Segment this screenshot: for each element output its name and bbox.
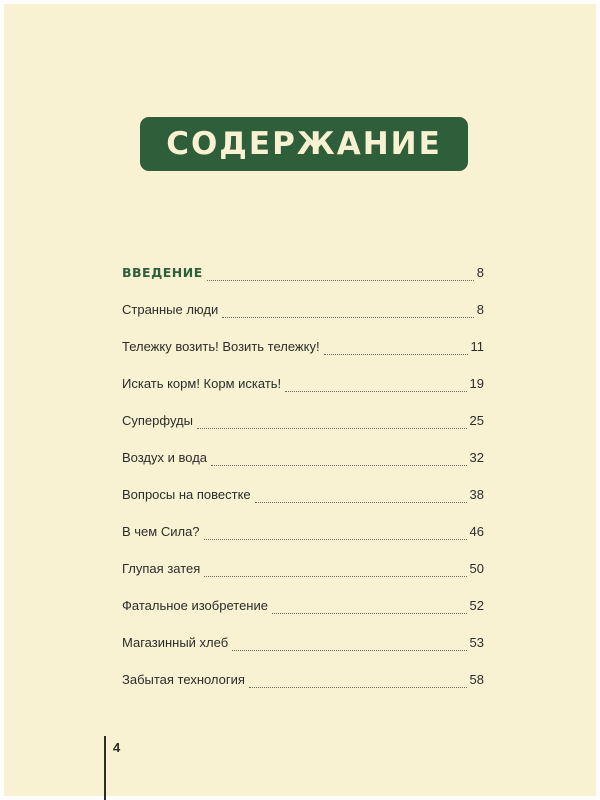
toc-dot-leader — [204, 538, 467, 540]
toc-entry-label: Глупая затея — [122, 561, 201, 576]
folio-rule — [104, 736, 106, 800]
contents-title: СОДЕРЖАНИЕ — [166, 125, 442, 162]
toc-dot-leader — [285, 390, 466, 392]
toc-entry-label: Забытая технология — [122, 672, 245, 687]
toc-entry-label: Искать корм! Корм искать! — [122, 376, 282, 391]
book-page — [4, 4, 596, 796]
toc-dot-leader — [324, 353, 468, 355]
toc-entry[interactable] — [122, 661, 484, 698]
toc-entry-label: Странные люди — [122, 302, 219, 317]
toc-entry-label: ВВЕДЕНИЕ — [122, 265, 203, 280]
toc-entry-page: 25 — [469, 413, 484, 428]
contents-title-banner — [140, 117, 468, 171]
table-of-contents — [122, 254, 484, 698]
toc-dot-leader — [222, 316, 474, 318]
toc-dot-leader — [211, 464, 467, 466]
toc-entry-label: Воздух и вода — [122, 450, 208, 465]
toc-entry-page: 46 — [469, 524, 484, 539]
toc-entry-page: 50 — [469, 561, 484, 576]
toc-entry-page: 53 — [469, 635, 484, 650]
toc-entry-page: 8 — [476, 302, 484, 317]
toc-entry[interactable] — [122, 550, 484, 587]
toc-entry-page: 11 — [470, 339, 484, 354]
toc-entry-page: 58 — [469, 672, 484, 687]
toc-entry-label: Тележку возить! Возить тележку! — [122, 339, 320, 354]
toc-entry[interactable] — [122, 476, 484, 513]
toc-dot-leader — [207, 279, 474, 281]
toc-entry[interactable] — [122, 365, 484, 402]
toc-dot-leader — [204, 575, 466, 577]
toc-entry-page: 32 — [469, 450, 484, 465]
toc-entry[interactable] — [122, 624, 484, 661]
toc-dot-leader — [232, 649, 466, 651]
toc-entry[interactable] — [122, 439, 484, 476]
toc-entry[interactable] — [122, 513, 484, 550]
toc-entry-label: Суперфуды — [122, 413, 193, 428]
toc-entry-label: Вопросы на повестке — [122, 487, 251, 502]
toc-dot-leader — [249, 686, 467, 688]
toc-dot-leader — [272, 612, 467, 614]
toc-entry[interactable] — [122, 291, 484, 328]
toc-entry-label: Фатальное изобретение — [122, 598, 268, 613]
toc-entry-page: 8 — [476, 265, 484, 280]
toc-entry[interactable] — [122, 402, 484, 439]
toc-entry-label: В чем Сила? — [122, 524, 200, 539]
page-number: 4 — [113, 740, 121, 755]
toc-entry[interactable] — [122, 328, 484, 365]
toc-entry[interactable] — [122, 587, 484, 624]
toc-entry-label: Магазинный хлеб — [122, 635, 229, 650]
toc-entry[interactable] — [122, 254, 484, 291]
toc-entry-page: 38 — [469, 487, 484, 502]
toc-dot-leader — [255, 501, 467, 503]
toc-entry-page: 52 — [469, 598, 484, 613]
toc-dot-leader — [197, 427, 467, 429]
toc-entry-page: 19 — [469, 376, 484, 391]
